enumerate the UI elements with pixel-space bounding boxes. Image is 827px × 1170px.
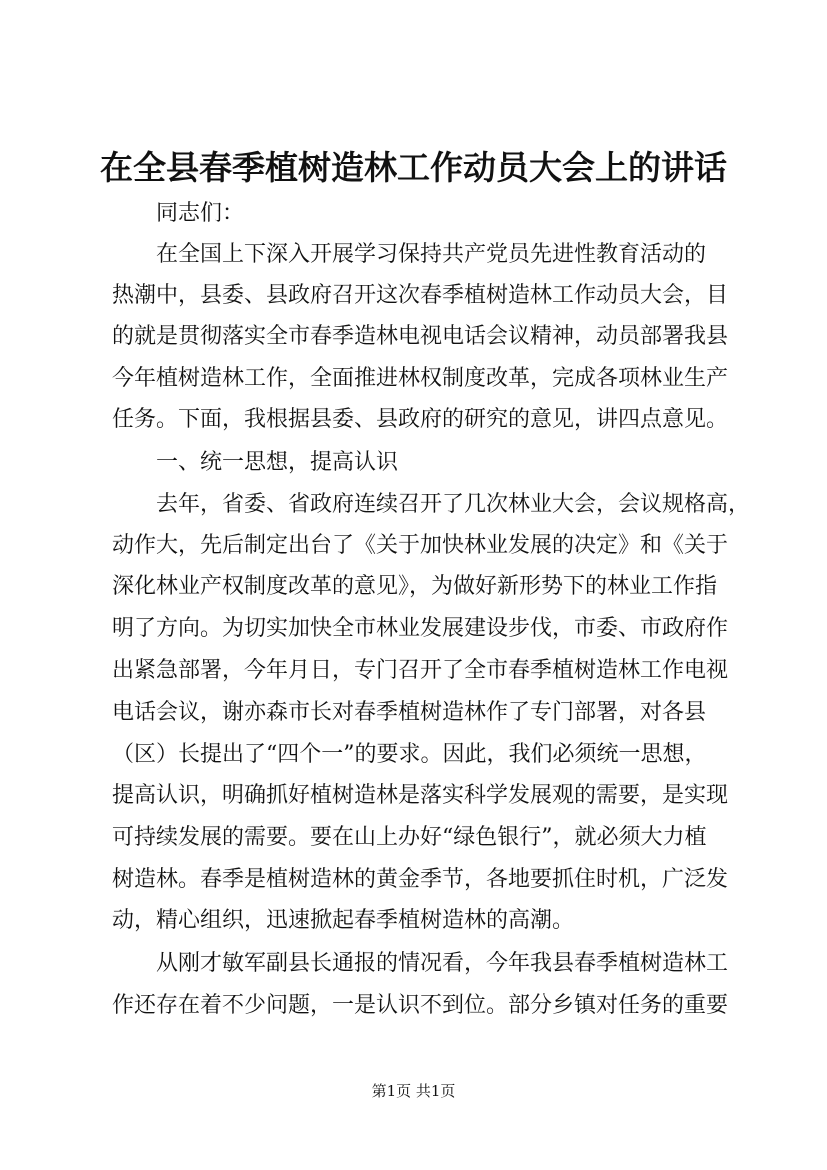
section-heading: 一、统一思想，提高认识 <box>156 450 399 475</box>
body-line: 出紧急部署，今年月日，专门召开了全市春季植树造林工作电视 <box>112 658 729 683</box>
body-line: 去年，省委、省政府连续召开了几次林业大会，会议规格高， <box>156 492 751 517</box>
page-footer: 第1页 共1页 <box>371 1082 456 1100</box>
body-line: 的就是贯彻落实全市春季造林电视电话会议精神，动员部署我县 <box>112 324 729 349</box>
body-line: 动，精心组织，迅速掀起春季植树造林的高潮。 <box>112 908 575 933</box>
body-line: （区）长提出了“四个一”的要求。因此，我们必须统一思想， <box>112 742 707 767</box>
body-line: 提高认识，明确抓好植树造林是落实科学发展观的需要，是实现 <box>112 783 729 808</box>
body-line: 从刚才敏军副县长通报的情况看，今年我县春季植树造林工 <box>156 951 729 976</box>
body-line: 可持续发展的需要。要在山上办好“绿色银行”，就必须大力植 <box>112 825 707 850</box>
body-line: 树造林。春季是植树造林的黄金季节，各地要抓住时机，广泛发 <box>112 867 729 892</box>
document-title: 在全县春季植树造林工作动员大会上的讲话 <box>100 148 727 187</box>
body-line: 明了方向。为切实加快全市林业发展建设步伐，市委、市政府作 <box>112 616 729 641</box>
body-line: 深化林业产权制度改革的意见》，为做好新形势下的林业工作指 <box>112 574 718 599</box>
body-line: 作还存在着不少问题，一是认识不到位。部分乡镇对任务的重要 <box>112 993 729 1018</box>
body-line: 动作大，先后制定出台了《关于加快林业发展的决定》和《关于 <box>112 533 729 558</box>
salutation: 同志们： <box>156 201 245 226</box>
body-line: 今年植树造林工作，全面推进林权制度改革，完成各项林业生产 <box>112 366 729 391</box>
body-line: 热潮中，县委、县政府召开这次春季植树造林工作动员大会，目 <box>112 283 729 308</box>
body-line: 任务。下面，我根据县委、县政府的研究的意见，讲四点意见。 <box>112 407 729 432</box>
body-line: 在全国上下深入开展学习保持共产党员先进性教育活动的 <box>156 242 707 267</box>
body-line: 电话会议，谢亦森市长对春季植树造林作了专门部署，对各县 <box>112 700 707 725</box>
